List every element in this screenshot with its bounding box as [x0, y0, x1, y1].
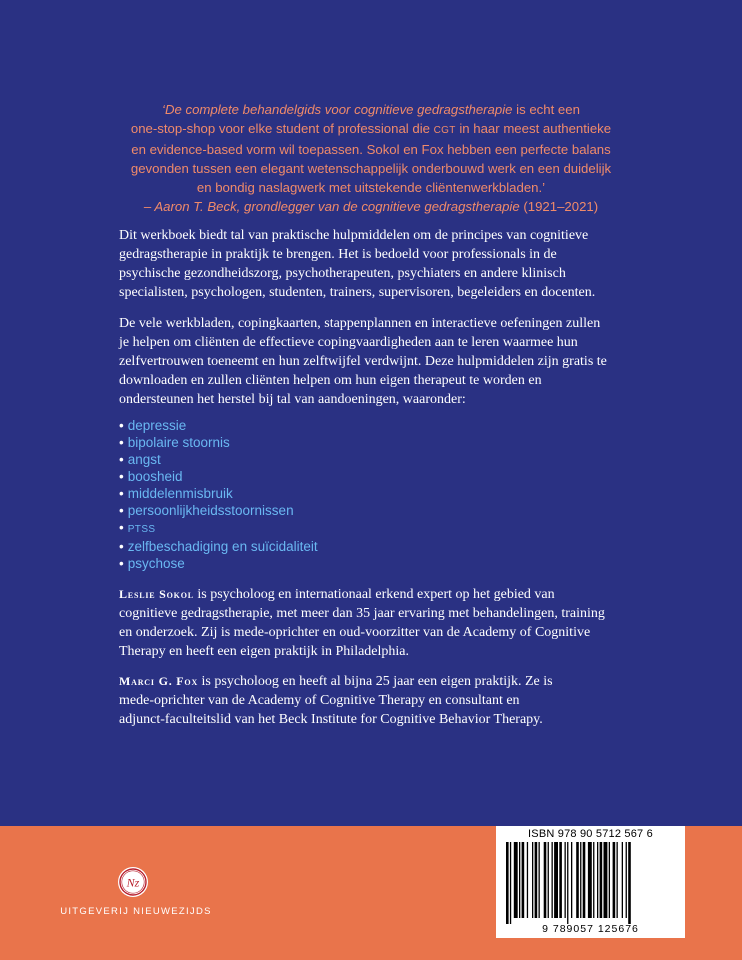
barcode-number: 9 789057 125676 [542, 923, 639, 935]
paragraph-line [119, 585, 629, 604]
barcode-bar [532, 842, 533, 918]
barcode-bar [565, 842, 566, 918]
list-item [119, 451, 318, 468]
publisher-logo [56, 866, 216, 926]
list-item [119, 468, 318, 485]
barcode-bar [576, 842, 579, 918]
barcode-bar [600, 842, 603, 918]
isbn-barcode [496, 826, 685, 938]
list-item-label: angst [127, 452, 161, 467]
paragraph-line: psychische gezondheidszorg, psychotherapeuten, psychiaters en andere klinisch [119, 266, 566, 281]
publisher-emblem-icon [117, 866, 149, 898]
paragraph-line: Dit werkboek biedt tal van praktische hulpmiddelen om de principes van cognitieve [119, 228, 589, 243]
list-item [119, 485, 318, 502]
quote-line: en evidence-based vorm wil toepassen. Sokol en Fox hebben een perfecte balans [131, 142, 611, 157]
barcode-bar [527, 842, 528, 918]
barcode-bar [571, 842, 572, 918]
barcode-bar [626, 842, 627, 918]
barcode-bar [552, 842, 553, 918]
author-bio-sokol [119, 585, 629, 661]
barcode-bar [548, 842, 549, 918]
quote-attribution [118, 197, 624, 216]
barcode-bar [522, 842, 525, 918]
barcode-bar [506, 842, 509, 924]
bullet-icon: • [119, 556, 124, 571]
logo-letters: Nz [126, 875, 140, 890]
barcode-bar [580, 842, 581, 918]
barcode-bar [514, 842, 518, 918]
quote-text: is echt een [512, 102, 580, 117]
barcode-bar [583, 842, 586, 918]
paragraph-line: adjunct-faculteitslid van het Beck Institute for Cognitive Behavior Therapy. [119, 712, 543, 727]
quote-text: one-stop-shop voor elke student of professional die [130, 121, 434, 136]
paragraph-line: De vele werkbladen, copingkaarten, stappenplannen en interactieve oefeningen zullen [119, 316, 601, 331]
paragraph-line: cognitieve gedragstherapie, met meer dan 35 jaar ervaring met behandelingen, training [119, 606, 605, 621]
list-item-label: boosheid [127, 469, 183, 484]
bullet-icon: • [119, 539, 124, 554]
list-item [119, 434, 318, 451]
paragraph-line: mede-oprichter van de Academy of Cognitive Therapy en consultant en [119, 693, 520, 708]
bullet-icon: • [119, 503, 124, 518]
barcode-bar [597, 842, 598, 918]
attribution-years: (1921–2021) [519, 199, 599, 214]
barcode-bar [535, 842, 538, 918]
quote-line [118, 100, 624, 119]
bullet-icon: • [119, 452, 124, 467]
barcode-bar [554, 842, 558, 918]
paragraph-line: en onderzoek. Zij is mede-oprichter en oud-voorzitter van de Academy of Cognitive [119, 625, 591, 640]
intro-paragraph [119, 226, 629, 302]
author-name: Marci G. Fox [119, 674, 199, 688]
paragraph-line: Therapy en heeft een eigen praktijk in Philadelphia. [119, 644, 410, 659]
quote-line: en bondig naslagwerk met uitstekende cliëntenwerkbladen.’ [196, 180, 546, 195]
quote-text: in haar meest authentieke [455, 121, 612, 136]
barcode-bar [617, 842, 618, 918]
list-item-label: middelenmisbruik [127, 486, 233, 501]
list-item-label: zelfbeschadiging en suïcidaliteit [127, 539, 318, 554]
author-bio-fox [119, 672, 629, 729]
bullet-icon: • [119, 486, 124, 501]
list-item-label: bipolaire stoornis [127, 435, 230, 450]
bio-text: is psycholoog en heeft al bijna 25 jaar een eigen praktijk. Ze is [198, 674, 553, 689]
barcode-icon [504, 842, 678, 924]
list-item-label: depressie [127, 418, 187, 433]
barcode-bar [559, 842, 562, 918]
list-item-label: PTSS [127, 524, 156, 535]
list-item [119, 417, 318, 434]
list-item-label: psychose [127, 556, 185, 571]
paragraph-line: ondersteunen het herstel bij tal van aandoeningen, waaronder: [119, 392, 466, 407]
bullet-icon: • [119, 520, 124, 535]
list-item-label: persoonlijkheidsstoornissen [127, 503, 294, 518]
barcode-bar [622, 842, 623, 918]
quote-line [118, 119, 624, 140]
barcode-bar [539, 842, 540, 918]
barcode-bar [593, 842, 594, 918]
isbn-label: ISBN 978 90 5712 567 6 [528, 828, 653, 840]
barcode-bar [510, 842, 511, 924]
list-item [119, 502, 318, 519]
barcode-bar [604, 842, 608, 918]
bio-text: is psycholoog en internationaal erkend expert op het gebied van [193, 587, 555, 602]
publisher-name: UITGEVERIJ NIEUWEZIJDS [60, 906, 212, 917]
quote-book-title: ‘De complete behandelgids voor cognitieve gedragstherapie [162, 102, 513, 117]
paragraph-line: zelfvertrouwen toeneemt en hun zelftwijfel verdwijnt. Deze hulpmiddelen zijn gratis te [119, 354, 607, 369]
quote-line: gevonden tussen een elegant wetenschappelijk onderbouwd werk en een duidelijk [130, 161, 612, 176]
paragraph-line: gedragstherapie in praktijk te brengen. Het is bedoeld voor professionals in de [119, 247, 557, 262]
bullet-icon: • [119, 469, 124, 484]
list-item [119, 538, 318, 555]
endorsement-quote [118, 100, 624, 216]
paragraph-line: downloaden en zullen cliënten helpen om hun eigen therapeut te worden en [119, 373, 542, 388]
bullet-icon: • [119, 435, 124, 450]
barcode-bar [609, 842, 610, 918]
barcode-bar [519, 842, 520, 918]
paragraph-line: specialisten, psychologen, studenten, trainers, supervisoren, begeleiders en docenten. [119, 285, 596, 300]
list-item [119, 519, 318, 538]
barcode-bar [544, 842, 547, 918]
barcode-bar [567, 842, 568, 924]
tools-paragraph [119, 314, 629, 409]
barcode-bar [588, 842, 592, 918]
conditions-list [119, 417, 318, 572]
list-item [119, 555, 318, 572]
barcode-bar [613, 842, 616, 918]
paragraph-line [119, 672, 629, 691]
quote-abbreviation: CGT [433, 125, 456, 136]
paragraph-line: je helpen om cliënten de effectieve copingvaardigheden aan te leren waarmee hun [119, 335, 578, 350]
barcode-bar [628, 842, 631, 924]
author-name: Leslie Sokol [119, 587, 194, 601]
attribution-name: – Aaron T. Beck, grondlegger van de cognitieve gedragstherapie [143, 199, 520, 214]
bullet-icon: • [119, 418, 124, 433]
